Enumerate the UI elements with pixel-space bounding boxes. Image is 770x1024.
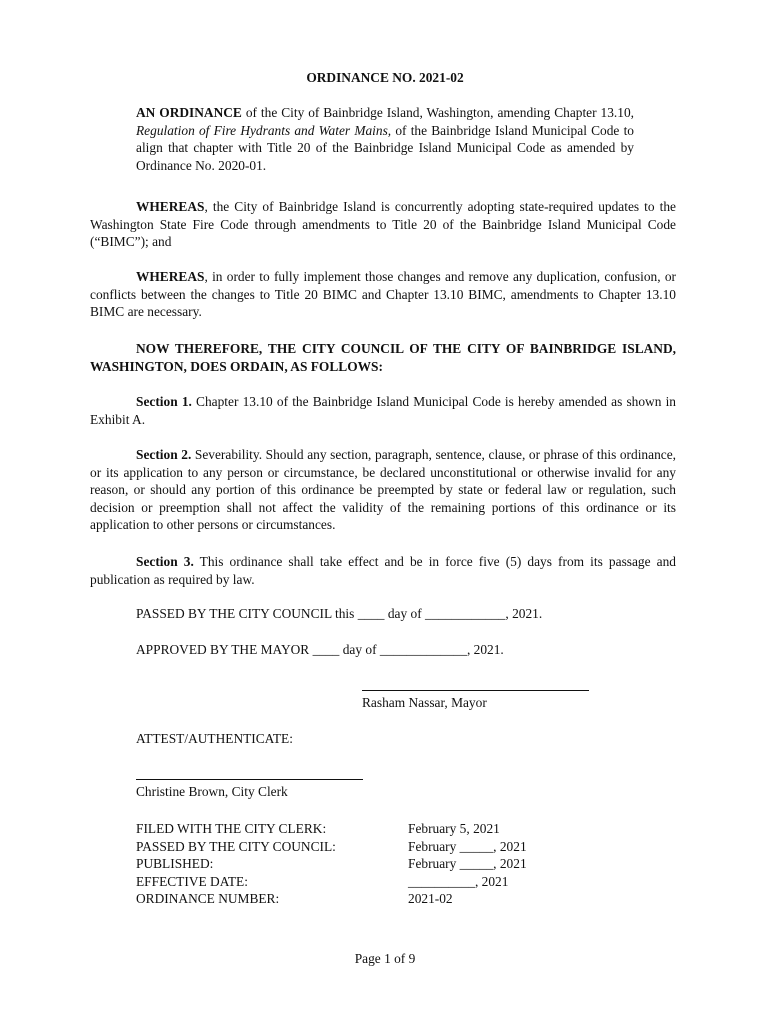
clerk-signature-line [136,779,363,780]
section-1-text: Chapter 13.10 of the Bainbridge Island Municipal Code is hereby amended as shown in Exhibit A. [90,394,676,427]
passed-value: February _____, 2021 [408,838,527,854]
section-2 [90,446,676,534]
whereas-1-lead: WHEREAS [136,199,205,214]
ordinance-number-value: 2021-02 [408,891,453,906]
section-3-text: This ordinance shall take effect and be in force five (5) days from its passage and publication as required by law. [90,554,676,587]
effective-date-label: EFFECTIVE DATE: [136,873,248,889]
approved-by-mayor-line: APPROVED BY THE MAYOR ____ day of _____________, 2021. [136,642,504,657]
intro-lead: AN ORDINANCE [136,105,242,120]
whereas-2-lead: WHEREAS [136,269,205,284]
ordinance-number-label: ORDINANCE NUMBER: [136,891,280,906]
section-1-lead: Section 1. [136,394,192,409]
intro-text-1: of the City of Bainbridge Island, Washington, amending Chapter 13.10, [241,105,634,120]
filed-value: February 5, 2021 [408,821,500,836]
passed-by-council-line: PASSED BY THE CITY COUNCIL this ____ day of ____________, 2021. [136,606,543,621]
page-number: Page 1 of 9 [354,951,416,966]
whereas-clause-1 [90,198,676,251]
clerk-name: Christine Brown, City Clerk [136,784,288,799]
whereas-1-text: , the City of Bainbridge Island is concurrently adopting state-required updates to the Washington State Fire Code through amendments to Title 20 of the Bainbridge Island Municipal Code (“BIMC”); and [90,199,676,249]
whereas-2-text: , in order to fully implement those changes and remove any duplication, confusion, or conflicts between the changes to Title 20 BIMC and Chapter 13.10 BIMC, amendments to Chapter 13.10 BIMC are necessary. [90,269,676,319]
section-3-lead: Section 3. [136,554,194,569]
now-therefore-clause: NOW THEREFORE, THE CITY COUNCIL OF THE CITY OF BAINBRIDGE ISLAND, WASHINGTON, DOES ORDAIN, AS FOLLOWS: [90,341,676,374]
filed-label: FILED WITH THE CITY CLERK: [136,821,327,836]
published-value: February _____, 2021 [408,856,527,871]
section-2-lead: Section 2. [136,447,192,462]
whereas-clause-2 [90,268,676,321]
section-2-text: Severability. Should any section, paragraph, sentence, clause, or phrase of this ordinance, or its application to any person or circumstance, be declared unconstitutional or otherwise invalid for any reason, or should any portion of this ordinance be preempted by state or federal law or regulation, such decision or preemption shall not affect the validity of the remaining portions of this ordinance or its application to other persons or circumstances. [90,447,677,532]
published-label: PUBLISHED: [136,856,214,871]
effective-date-value: __________, 2021 [408,873,509,889]
intro-chapter-title: Regulation of Fire Hydrants and Water Mains, [136,122,392,138]
attest-heading: ATTEST/AUTHENTICATE: [136,731,293,746]
intro-text-2: of the Bainbridge Island Municipal Code to align that chapter with Title 20 of the Bainbridge Island Municipal Code as amended by Ordinance No. 2020-01. [136,122,634,173]
passed-label: PASSED BY THE CITY COUNCIL: [136,838,336,854]
ordinance-intro [136,104,634,174]
section-1 [90,393,676,428]
section-3 [90,553,676,588]
mayor-name: Rasham Nassar, Mayor [362,695,487,710]
mayor-signature-line [362,690,589,691]
ordinance-title: ORDINANCE NO. 2021-02 [306,70,464,85]
